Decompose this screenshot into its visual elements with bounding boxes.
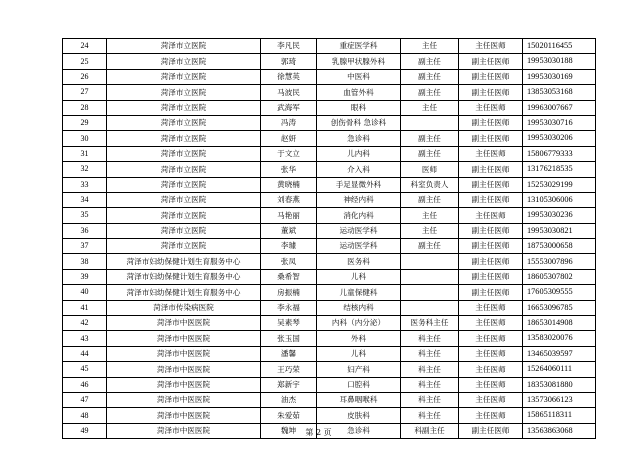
table-row bbox=[63, 146, 596, 161]
cell-title: 主任医师 bbox=[459, 346, 523, 361]
cell-phone: 15806779333 bbox=[523, 146, 596, 161]
cell-name: 张凤 bbox=[261, 254, 317, 269]
cell-name: 于文立 bbox=[261, 146, 317, 161]
cell-phone: 19953030169 bbox=[523, 69, 596, 84]
cell-phone: 15553007896 bbox=[523, 254, 596, 269]
cell-department: 医务科 bbox=[317, 254, 401, 269]
cell-hospital: 菏泽市立医院 bbox=[107, 208, 261, 223]
table-row bbox=[63, 269, 596, 284]
cell-department: 介入科 bbox=[317, 162, 401, 177]
cell-department: 结核内科 bbox=[317, 300, 401, 315]
cell-phone: 19953030188 bbox=[523, 54, 596, 69]
table-row bbox=[63, 285, 596, 300]
cell-index: 32 bbox=[63, 162, 107, 177]
cell-position: 副主任 bbox=[401, 85, 459, 100]
table-row bbox=[63, 162, 596, 177]
cell-position: 科副主任 bbox=[401, 423, 459, 438]
cell-index: 42 bbox=[63, 316, 107, 331]
cell-phone: 15020116455 bbox=[523, 39, 596, 54]
cell-title: 副主任医师 bbox=[459, 192, 523, 207]
cell-title: 主任医师 bbox=[459, 331, 523, 346]
cell-name: 吴素琴 bbox=[261, 316, 317, 331]
cell-hospital: 菏泽市中医医院 bbox=[107, 346, 261, 361]
doctor-table-body bbox=[63, 39, 596, 439]
cell-name: 张玉国 bbox=[261, 331, 317, 346]
cell-hospital: 菏泽市中医医院 bbox=[107, 331, 261, 346]
cell-phone: 17605309555 bbox=[523, 285, 596, 300]
cell-department: 耳鼻咽喉科 bbox=[317, 392, 401, 407]
cell-position: 科主任 bbox=[401, 331, 459, 346]
cell-hospital: 菏泽市立医院 bbox=[107, 39, 261, 54]
cell-title: 主任医师 bbox=[459, 208, 523, 223]
table-row bbox=[63, 223, 596, 238]
cell-title: 副主任医师 bbox=[459, 177, 523, 192]
cell-position: 科主任 bbox=[401, 377, 459, 392]
cell-department: 消化内科 bbox=[317, 208, 401, 223]
cell-name: 徐慧英 bbox=[261, 69, 317, 84]
cell-department: 乳腺甲状腺外科 bbox=[317, 54, 401, 69]
cell-index: 49 bbox=[63, 423, 107, 438]
cell-position: 主任 bbox=[401, 208, 459, 223]
cell-index: 36 bbox=[63, 223, 107, 238]
cell-title: 主任医师 bbox=[459, 100, 523, 115]
cell-department: 运动医学科 bbox=[317, 223, 401, 238]
cell-department: 创伤骨科 急诊科 bbox=[317, 115, 401, 130]
cell-name: 赵妍 bbox=[261, 131, 317, 146]
table-row bbox=[63, 131, 596, 146]
cell-title: 副主任医师 bbox=[459, 223, 523, 238]
cell-phone: 18353081880 bbox=[523, 377, 596, 392]
cell-index: 45 bbox=[63, 362, 107, 377]
cell-department: 血管外科 bbox=[317, 85, 401, 100]
cell-hospital: 菏泽市中医医院 bbox=[107, 362, 261, 377]
cell-title: 副主任医师 bbox=[459, 85, 523, 100]
table-row bbox=[63, 69, 596, 84]
cell-hospital: 菏泽市立医院 bbox=[107, 115, 261, 130]
cell-hospital: 菏泽市中医医院 bbox=[107, 316, 261, 331]
cell-position: 科主任 bbox=[401, 346, 459, 361]
cell-phone: 19953030821 bbox=[523, 223, 596, 238]
table-row bbox=[63, 377, 596, 392]
cell-position: 科室负责人 bbox=[401, 177, 459, 192]
cell-title: 副主任医师 bbox=[459, 115, 523, 130]
cell-title: 主任医师 bbox=[459, 408, 523, 423]
cell-department: 手足显微外科 bbox=[317, 177, 401, 192]
cell-department: 眼科 bbox=[317, 100, 401, 115]
cell-hospital: 菏泽市传染病医院 bbox=[107, 300, 261, 315]
cell-hospital: 菏泽市中医医院 bbox=[107, 408, 261, 423]
cell-phone: 13465039597 bbox=[523, 346, 596, 361]
cell-hospital: 菏泽市妇幼保健计划生育服务中心 bbox=[107, 254, 261, 269]
cell-department: 儿内科 bbox=[317, 146, 401, 161]
cell-position: 副主任 bbox=[401, 54, 459, 69]
cell-department: 妇产科 bbox=[317, 362, 401, 377]
cell-position bbox=[401, 300, 459, 315]
cell-name: 刘春燕 bbox=[261, 192, 317, 207]
cell-name: 郭琦 bbox=[261, 54, 317, 69]
cell-position: 主任 bbox=[401, 223, 459, 238]
cell-index: 41 bbox=[63, 300, 107, 315]
cell-title: 副主任医师 bbox=[459, 162, 523, 177]
cell-index: 40 bbox=[63, 285, 107, 300]
cell-position bbox=[401, 269, 459, 284]
cell-name: 黄晓楠 bbox=[261, 177, 317, 192]
cell-name: 董斌 bbox=[261, 223, 317, 238]
table-row bbox=[63, 408, 596, 423]
cell-phone: 18653014908 bbox=[523, 316, 596, 331]
cell-name: 李永福 bbox=[261, 300, 317, 315]
cell-department: 外科 bbox=[317, 331, 401, 346]
table-row bbox=[63, 331, 596, 346]
cell-index: 39 bbox=[63, 269, 107, 284]
cell-department: 中医科 bbox=[317, 69, 401, 84]
cell-index: 29 bbox=[63, 115, 107, 130]
cell-position: 副主任 bbox=[401, 239, 459, 254]
cell-index: 44 bbox=[63, 346, 107, 361]
cell-index: 48 bbox=[63, 408, 107, 423]
cell-name: 武海军 bbox=[261, 100, 317, 115]
cell-index: 27 bbox=[63, 85, 107, 100]
cell-title: 主任医师 bbox=[459, 146, 523, 161]
cell-department: 皮肤科 bbox=[317, 408, 401, 423]
cell-position: 副主任 bbox=[401, 192, 459, 207]
table-row bbox=[63, 39, 596, 54]
cell-hospital: 菏泽市立医院 bbox=[107, 69, 261, 84]
cell-index: 28 bbox=[63, 100, 107, 115]
cell-position: 副主任 bbox=[401, 146, 459, 161]
table-row bbox=[63, 177, 596, 192]
cell-position: 医务科主任 bbox=[401, 316, 459, 331]
cell-index: 43 bbox=[63, 331, 107, 346]
cell-position: 科主任 bbox=[401, 362, 459, 377]
cell-title: 副主任医师 bbox=[459, 269, 523, 284]
cell-phone: 18605307802 bbox=[523, 269, 596, 284]
doctor-table bbox=[62, 38, 596, 439]
cell-index: 38 bbox=[63, 254, 107, 269]
cell-position: 科主任 bbox=[401, 392, 459, 407]
cell-phone: 13853053168 bbox=[523, 85, 596, 100]
cell-name: 桑希智 bbox=[261, 269, 317, 284]
cell-phone: 19953030206 bbox=[523, 131, 596, 146]
cell-department: 急诊科 bbox=[317, 423, 401, 438]
cell-hospital: 菏泽市立医院 bbox=[107, 192, 261, 207]
cell-phone: 13583020076 bbox=[523, 331, 596, 346]
cell-phone: 15264060111 bbox=[523, 362, 596, 377]
cell-position bbox=[401, 115, 459, 130]
cell-index: 25 bbox=[63, 54, 107, 69]
cell-phone: 13105306006 bbox=[523, 192, 596, 207]
cell-name: 郑新宇 bbox=[261, 377, 317, 392]
table-row bbox=[63, 192, 596, 207]
cell-index: 35 bbox=[63, 208, 107, 223]
cell-position: 副主任 bbox=[401, 69, 459, 84]
table-row bbox=[63, 208, 596, 223]
cell-position: 主任 bbox=[401, 100, 459, 115]
doctor-table-sheet bbox=[62, 38, 596, 439]
cell-position bbox=[401, 285, 459, 300]
cell-title: 副主任医师 bbox=[459, 239, 523, 254]
cell-name: 朱爱茹 bbox=[261, 408, 317, 423]
cell-department: 神经内科 bbox=[317, 192, 401, 207]
cell-index: 47 bbox=[63, 392, 107, 407]
cell-title: 副主任医师 bbox=[459, 69, 523, 84]
cell-name: 油杰 bbox=[261, 392, 317, 407]
cell-title: 主任医师 bbox=[459, 377, 523, 392]
cell-title: 副主任医师 bbox=[459, 254, 523, 269]
cell-hospital: 菏泽市妇幼保健计划生育服务中心 bbox=[107, 269, 261, 284]
cell-hospital: 菏泽市中医医院 bbox=[107, 423, 261, 438]
cell-department: 儿童保健科 bbox=[317, 285, 401, 300]
cell-title: 副主任医师 bbox=[459, 423, 523, 438]
cell-hospital: 菏泽市立医院 bbox=[107, 85, 261, 100]
cell-name: 马波民 bbox=[261, 85, 317, 100]
cell-title: 主任医师 bbox=[459, 300, 523, 315]
table-row bbox=[63, 392, 596, 407]
cell-department: 急诊科 bbox=[317, 131, 401, 146]
cell-name: 潘馨 bbox=[261, 346, 317, 361]
table-row bbox=[63, 316, 596, 331]
cell-name: 冯涛 bbox=[261, 115, 317, 130]
table-row bbox=[63, 85, 596, 100]
table-row bbox=[63, 115, 596, 130]
cell-department: 重症医学科 bbox=[317, 39, 401, 54]
cell-name: 王巧荣 bbox=[261, 362, 317, 377]
cell-hospital: 菏泽市立医院 bbox=[107, 100, 261, 115]
cell-department: 儿科 bbox=[317, 269, 401, 284]
cell-title: 副主任医师 bbox=[459, 131, 523, 146]
cell-index: 26 bbox=[63, 69, 107, 84]
cell-position: 副主任 bbox=[401, 131, 459, 146]
cell-department: 运动医学科 bbox=[317, 239, 401, 254]
cell-phone: 13563863068 bbox=[523, 423, 596, 438]
page-number: 第 2 页 bbox=[305, 428, 332, 437]
cell-name: 李凡民 bbox=[261, 39, 317, 54]
cell-index: 30 bbox=[63, 131, 107, 146]
cell-position: 科主任 bbox=[401, 408, 459, 423]
table-row bbox=[63, 239, 596, 254]
cell-hospital: 菏泽市中医医院 bbox=[107, 377, 261, 392]
cell-hospital: 菏泽市立医院 bbox=[107, 162, 261, 177]
table-row bbox=[63, 300, 596, 315]
table-row bbox=[63, 54, 596, 69]
cell-hospital: 菏泽市妇幼保健计划生育服务中心 bbox=[107, 285, 261, 300]
cell-title: 主任医师 bbox=[459, 362, 523, 377]
cell-department: 儿科 bbox=[317, 346, 401, 361]
cell-phone: 13176218535 bbox=[523, 162, 596, 177]
cell-name: 魏坤 bbox=[261, 423, 317, 438]
table-row bbox=[63, 362, 596, 377]
cell-position bbox=[401, 254, 459, 269]
cell-hospital: 菏泽市立医院 bbox=[107, 131, 261, 146]
cell-hospital: 菏泽市中医医院 bbox=[107, 392, 261, 407]
cell-name: 张华 bbox=[261, 162, 317, 177]
table-row bbox=[63, 100, 596, 115]
cell-phone: 16653096785 bbox=[523, 300, 596, 315]
cell-phone: 15253029199 bbox=[523, 177, 596, 192]
cell-title: 主任医师 bbox=[459, 316, 523, 331]
cell-hospital: 菏泽市立医院 bbox=[107, 54, 261, 69]
table-row bbox=[63, 254, 596, 269]
cell-title: 副主任医师 bbox=[459, 54, 523, 69]
cell-index: 33 bbox=[63, 177, 107, 192]
cell-index: 31 bbox=[63, 146, 107, 161]
cell-position: 主任 bbox=[401, 39, 459, 54]
cell-department: 内科（内分泌） bbox=[317, 316, 401, 331]
cell-phone: 19953030236 bbox=[523, 208, 596, 223]
cell-phone: 19963007667 bbox=[523, 100, 596, 115]
cell-hospital: 菏泽市立医院 bbox=[107, 239, 261, 254]
cell-name: 李璩 bbox=[261, 239, 317, 254]
cell-hospital: 菏泽市立医院 bbox=[107, 223, 261, 238]
cell-title: 主任医师 bbox=[459, 39, 523, 54]
cell-title: 副主任医师 bbox=[459, 285, 523, 300]
cell-position: 医师 bbox=[401, 162, 459, 177]
cell-phone: 13573066123 bbox=[523, 392, 596, 407]
cell-hospital: 菏泽市立医院 bbox=[107, 177, 261, 192]
cell-hospital: 菏泽市立医院 bbox=[107, 146, 261, 161]
cell-department: 口腔科 bbox=[317, 377, 401, 392]
cell-phone: 15865118311 bbox=[523, 408, 596, 423]
cell-index: 37 bbox=[63, 239, 107, 254]
cell-name: 马艳丽 bbox=[261, 208, 317, 223]
cell-index: 34 bbox=[63, 192, 107, 207]
cell-phone: 19953030716 bbox=[523, 115, 596, 130]
cell-index: 24 bbox=[63, 39, 107, 54]
cell-phone: 18753000658 bbox=[523, 239, 596, 254]
cell-title: 主任医师 bbox=[459, 392, 523, 407]
cell-index: 46 bbox=[63, 377, 107, 392]
cell-name: 房振楠 bbox=[261, 285, 317, 300]
table-row bbox=[63, 346, 596, 361]
